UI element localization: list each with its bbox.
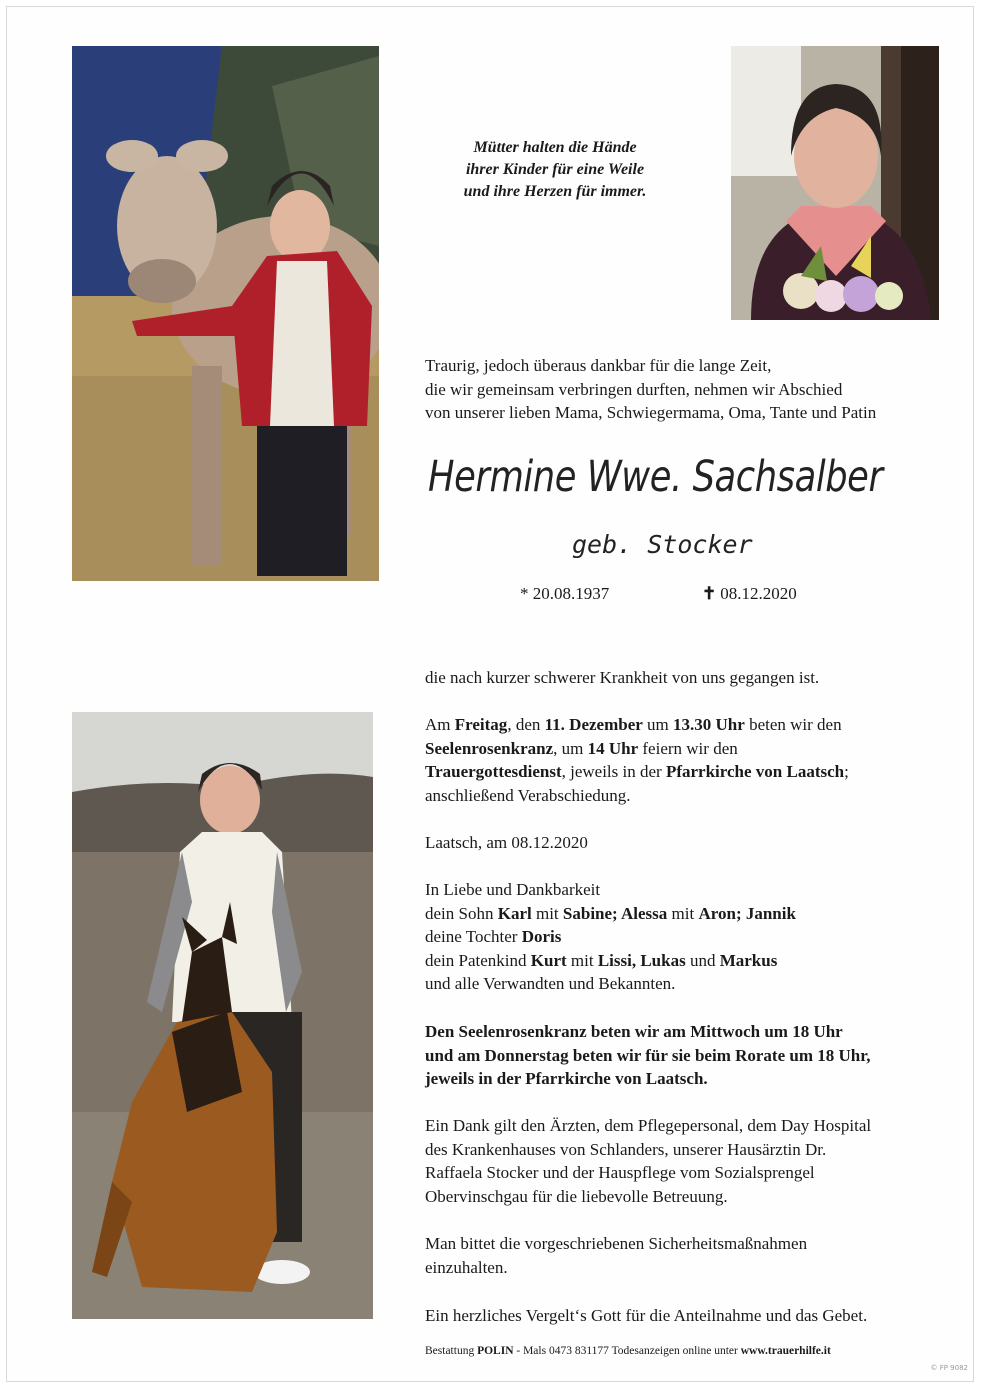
mourners-line: dein Sohn Karl mit Sabine; Alessa mit Aron; Jannik (425, 903, 796, 923)
thanks-line: Ein Dank gilt den Ärzten, dem Pflegepersonal, dem Day Hospital (425, 1116, 872, 1135)
intro-line: Traurig, jedoch überaus dankbar für die lange Zeit, (425, 356, 772, 375)
thanks-line: Raffaela Stocker und der Hauspflege vom Sozialsprengel (425, 1163, 815, 1182)
mourners-line: deine Tochter Doris (425, 927, 562, 946)
safety-notice (425, 1232, 965, 1279)
closing-line: Ein herzliches Vergelt‘s Gott für die Anteilnahme und das Gebet. (425, 1306, 868, 1325)
death-date: 08.12.2020 (720, 584, 797, 603)
passing-text (425, 666, 965, 690)
funeral-home-footer: Bestattung POLIN - Mals 0473 831177 Todesanzeigen online unter www.trauerhilfe.it (425, 1345, 831, 1357)
mourners-line: und alle Verwandten und Bekannten. (425, 974, 676, 993)
photo-woman-with-cow (72, 46, 379, 581)
place-date (425, 831, 965, 855)
deceased-name: Hermine Wwe. Sachsalber (428, 452, 883, 502)
safety-line: einzuhalten. (425, 1257, 508, 1277)
rosary-line: Den Seelenrosenkranz beten wir am Mittwoch um 18 Uhr (425, 1022, 843, 1041)
death-date-line (702, 584, 797, 604)
thanks-line: Obervinschgau für die liebevolle Betreuung. (425, 1186, 728, 1206)
mourners-line: In Liebe und Dankbarkeit (425, 880, 601, 899)
rosary-line: jeweils in der Pfarrkirche von Laatsch. (425, 1069, 708, 1088)
passing-line: die nach kurzer schwerer Krankheit von uns gegangen ist. (425, 668, 820, 687)
quote-line: und ihre Herzen für immer. (463, 183, 647, 200)
quote-line: Mütter halten die Hände (473, 139, 637, 156)
print-code: © FP 9082 (930, 1364, 968, 1372)
intro-line: die wir gemeinsam verbringen durften, nehmen wir Abschied (425, 379, 843, 399)
thanks-line: des Krankenhauses von Schlanders, unserer Hausärztin Dr. (425, 1139, 827, 1159)
intro-text (425, 354, 965, 425)
mourners-line: dein Patenkind Kurt mit Lissi, Lukas und Markus (425, 950, 778, 970)
mourners-list (425, 878, 965, 996)
cross-icon: ✝ (702, 584, 717, 603)
intro-line: von unserer lieben Mama, Schwiegermama, Oma, Tante und Patin (425, 403, 877, 422)
service-line: anschließend Verabschiedung. (425, 785, 631, 805)
memorial-quote (380, 137, 730, 203)
service-line: Trauergottesdienst, jeweils in der Pfarrkirche von Laatsch; (425, 762, 849, 781)
website-link: www.trauerhilfe.it (740, 1345, 831, 1357)
closing-thanks (425, 1304, 965, 1328)
photo-woman-with-dog (72, 712, 373, 1319)
thanks-text (425, 1114, 965, 1208)
safety-line: Man bittet die vorgeschriebenen Sicherheitsmaßnahmen (425, 1234, 808, 1253)
service-line: Seelenrosenkranz, um 14 Uhr feiern wir den (425, 738, 738, 758)
birth-date: * 20.08.1937 (520, 584, 610, 603)
rosary-notice (425, 1020, 965, 1091)
quote-line: ihrer Kinder für eine Weile (465, 161, 645, 178)
service-details (425, 713, 965, 807)
service-line: Am Freitag, den 11. Dezember um 13.30 Uhr beten wir den (425, 715, 842, 734)
place-date-line: Laatsch, am 08.12.2020 (425, 833, 588, 852)
portrait-photo (731, 46, 939, 320)
maiden-name: geb. Stocker (572, 530, 753, 559)
rosary-line: und am Donnerstag beten wir für sie beim Rorate um 18 Uhr, (425, 1045, 871, 1065)
